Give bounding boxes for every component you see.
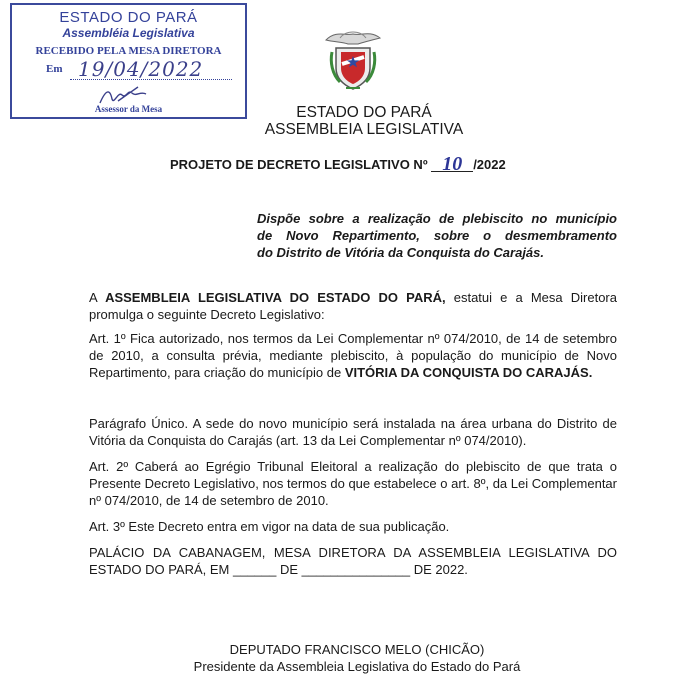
- paragraph-unico-text: Parágrafo Único. A sede do novo município será instalada na área urbana do Distrito de Vitória da Conquista do Carajás (art. 13 da Lei Complementar nº 074/2010).: [89, 416, 617, 448]
- ementa: [257, 210, 617, 261]
- art-1-bold: VITÓRIA DA CONQUISTA DO CARAJÁS.: [344, 365, 593, 380]
- preamble-bold: ASSEMBLEIA LEGISLATIVA DO ESTADO DO PARÁ,: [105, 290, 446, 305]
- stamp-received: RECEBIDO PELA MESA DIRETORA: [35, 45, 222, 57]
- closing-text: PALÁCIO DA CABANAGEM, MESA DIRETORA DA ASSEMBLEIA LEGISLATIVA DO ESTADO DO PARÁ, EM ______ DE _______________ DE 2022.: [89, 545, 617, 577]
- paragraph-preamble: [89, 289, 617, 323]
- title-prefix: PROJETO DE DECRETO LEGISLATIVO Nº: [170, 157, 428, 172]
- document-title: [170, 153, 506, 175]
- header-assembly: ASSEMBLEIA LEGISLATIVA: [264, 121, 464, 138]
- paragraph-art-1: [89, 330, 617, 381]
- paragraph-closing: [89, 544, 617, 578]
- preamble-text-b: estatui e a Mesa Diretora promulga o seguinte Decreto Legislativo:: [89, 290, 617, 322]
- stamp-assembly: Assembléia Legislativa: [62, 26, 195, 40]
- received-stamp: [10, 3, 247, 119]
- signatory-name: DEPUTADO FRANCISCO MELO (CHICÃO): [229, 642, 485, 657]
- header-state: ESTADO DO PARÁ: [296, 104, 432, 121]
- art-1-text: Art. 1º Fica autorizado, nos termos da Lei Complementar nº 074/2010, de 14 de setembro de 2010, a consulta prévia, mediante plebiscito, à população do município de Novo Repartimento, para criação do município de: [89, 331, 617, 380]
- paragraph-art-3: [89, 518, 617, 535]
- stamp-assessor: Assessor da Mesa: [94, 104, 163, 114]
- stamp-state: ESTADO DO PARÁ: [59, 9, 198, 26]
- art-3-text: Art. 3º Este Decreto entra em vigor na data de sua publicação.: [89, 519, 450, 534]
- ementa-line-1: Dispõe sobre a realização de plebiscito no município: [257, 211, 617, 226]
- paragraph-unico: [89, 415, 617, 449]
- paragraph-art-2: [89, 458, 617, 509]
- stamp-date-prefix: Em: [46, 63, 63, 75]
- title-number: 10: [431, 157, 473, 172]
- coat-of-arms-icon: [322, 28, 384, 92]
- ementa-line-2: de Novo Repartimento, sobre o desmembramento: [257, 228, 617, 243]
- stamp-date: 19/04/2022: [78, 57, 204, 81]
- ementa-line-3: do Distrito de Vitória da Conquista do Carajás.: [257, 245, 545, 260]
- art-2-text: Art. 2º Caberá ao Egrégio Tribunal Eleitoral a realização do plebiscito de que trata o Presente Decreto Legislativo, nos termos do que estabelece o art. 8º, da Lei Complementar nº 074/2010, de 14 de setembro de 2010.: [89, 459, 617, 508]
- preamble-text-a: A: [89, 290, 106, 305]
- stamp-date-line: [70, 79, 232, 80]
- signatory-role: Presidente da Assembleia Legislativa do Estado do Pará: [193, 659, 521, 674]
- title-suffix: /2022: [473, 157, 506, 172]
